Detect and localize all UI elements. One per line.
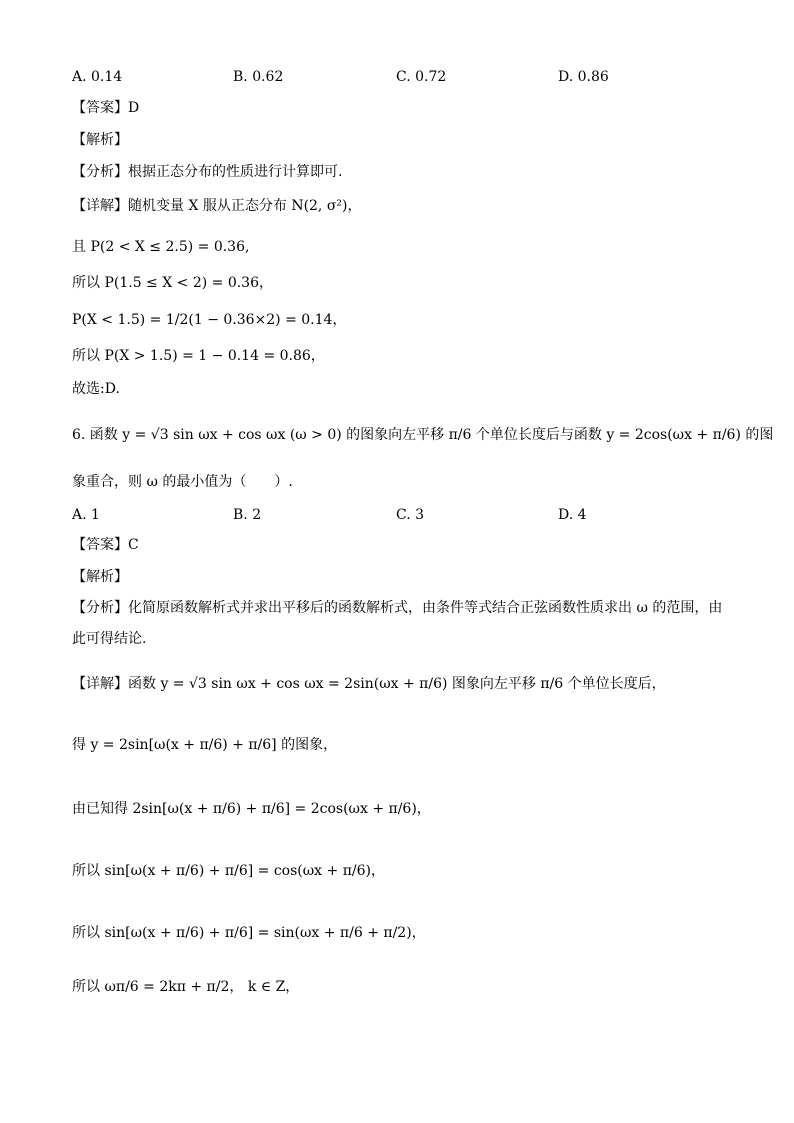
q6-option-a: A. 1 [72, 507, 100, 523]
q5-fenxi: 【分析】根据正态分布的性质进行计算即可. [72, 164, 343, 180]
q6-fenxi-line-2: 此可得结论. [72, 631, 147, 647]
q5-option-a: A. 0.14 [72, 69, 123, 85]
q6-step-1: 得 y = 2sin[ω(x + π/6) + π/6] 的图象， [72, 737, 338, 753]
q5-step-3: P(X < 1.5) = 1/2(1 − 0.36×2) = 0.14， [72, 312, 347, 328]
q6-analysis-header: 【解析】 [72, 569, 128, 585]
q6-answer: 【答案】C [72, 537, 139, 553]
q6-option-b: B. 2 [233, 507, 262, 523]
q5-choice: 故选:D. [72, 381, 120, 397]
q5-answer: 【答案】D [72, 100, 140, 116]
q6-step-4: 所以 sin[ω(x + π/6) + π/6] = sin(ωx + π/6 + π/2)， [72, 925, 426, 941]
q5-step-4: 所以 P(X > 1.5) = 1 − 0.14 = 0.86， [72, 348, 325, 364]
q5-option-b: B. 0.62 [233, 69, 284, 85]
q6-stem-line-2: 象重合，则 ω 的最小值为（ ）. [72, 474, 293, 490]
q5-step-2: 所以 P(1.5 ≤ X < 2) = 0.36， [72, 275, 273, 291]
q5-option-d: D. 0.86 [558, 69, 609, 85]
q6-fenxi-line-1: 【分析】化简原函数解析式并求出平移后的函数解析式，由条件等式结合正弦函数性质求出 ω 的范围，由 [72, 600, 723, 616]
q6-step-2: 由已知得 2sin[ω(x + π/6) + π/6] = 2cos(ωx + π/6)， [72, 801, 431, 817]
q5-option-c: C. 0.72 [396, 69, 447, 85]
q6-step-3: 所以 sin[ω(x + π/6) + π/6] = cos(ωx + π/6)， [72, 863, 385, 879]
q6-option-c: C. 3 [396, 507, 425, 523]
q6-detail: 【详解】函数 y = √3 sin ωx + cos ωx = 2sin(ωx + π/6) 图象向左平移 π/6 个单位长度后， [72, 676, 666, 692]
q5-detail: 【详解】随机变量 X 服从正态分布 N(2, σ²)， [72, 198, 362, 214]
q6-step-5: 所以 ωπ/6 = 2kπ + π/2， k ∈ Z， [72, 979, 300, 995]
q5-step-1: 且 P(2 < X ≤ 2.5) = 0.36, [72, 239, 250, 255]
q6-option-d: D. 4 [558, 507, 587, 523]
q6-stem-line-1: 6. 函数 y = √3 sin ωx + cos ωx (ω > 0) 的图象向左平移 π/6 个单位长度后与函数 y = 2cos(ωx + π/6) 的图 [72, 427, 774, 443]
q5-analysis-header: 【解析】 [72, 132, 128, 148]
